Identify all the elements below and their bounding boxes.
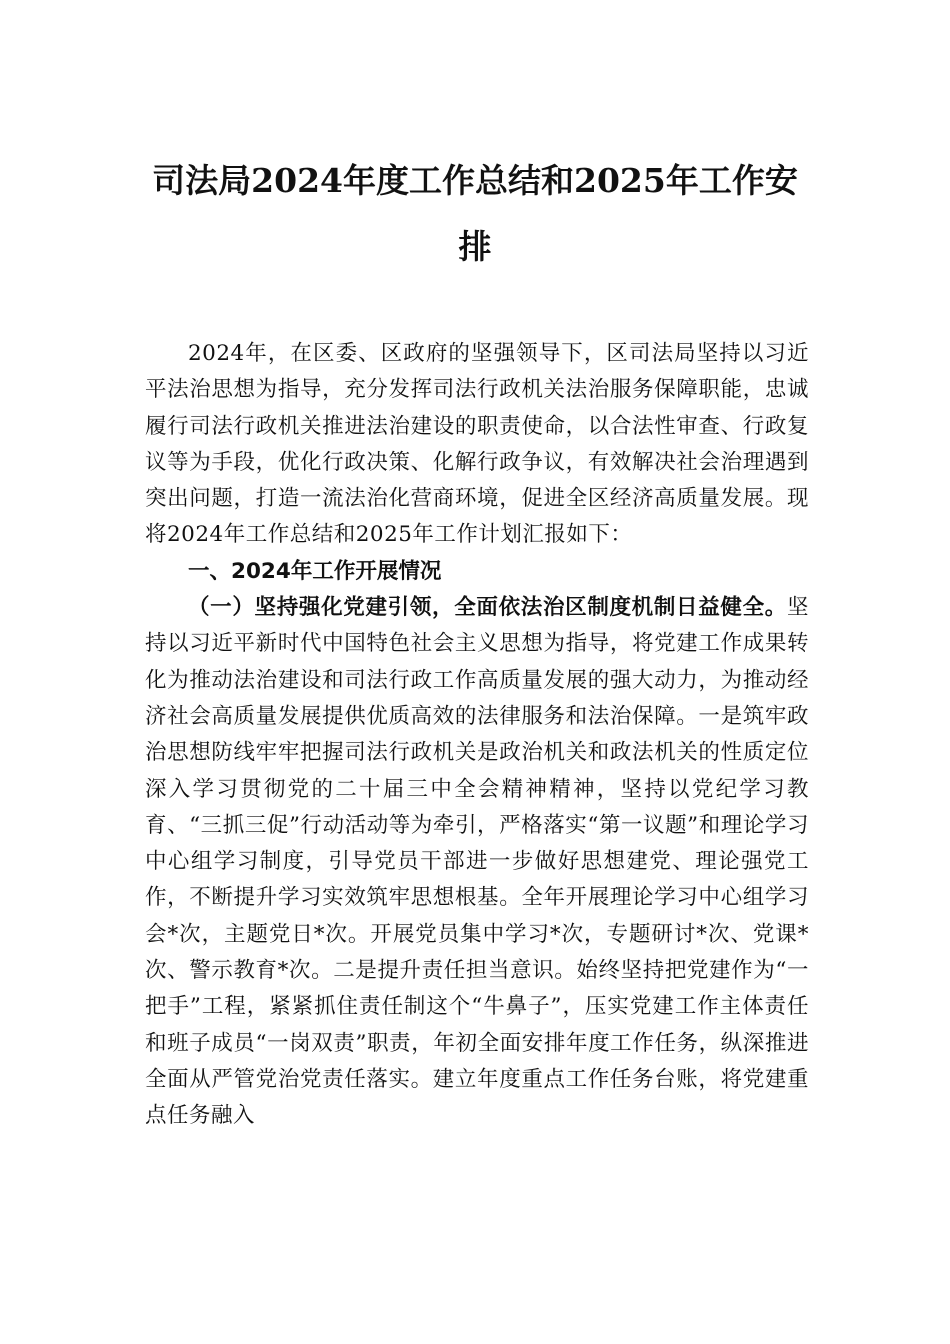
intro-paragraph: 2024年，在区委、区政府的坚强领导下，区司法局坚持以习近平法治思想为指导，充分发挥司法行政机关法治服务保障职能，忠诚履行司法行政机关推进法治建设的职责使命，以合法性审查、行政复议等为手段，优化行政决策、化解行政争议，有效解决社会治理遇到突出问题，打造一流法治化营商环境，促进全区经济高质量发展。现将2024年工作总结和2025年工作计划汇报如下：	[145, 341, 809, 548]
section-heading-1: 一、2024年工作开展情况	[188, 558, 442, 584]
subsection-paragraph-1	[145, 590, 809, 1134]
subsection-body-1: 坚持以习近平新时代中国特色社会主义思想为指导，将党建工作成果转化为推动法治建设和司法行政工作高质量发展的强大动力，为推动经济社会高质量发展提供优质高效的法律服务和法治保障。一是筑牢政治思想防线牢牢把握司法行政机关是政治机关和政法机关的性质定位深入学习贯彻党的二十届三中全会精神精神，坚持以党纪学习教育、“三抓三促”行动活动等为牵引，严格落实“第一议题”和理论学习中心组学习制度，引导党员干部进一步做好思想建党、理论强党工作，不断提升学习实效筑牢思想根基。全年开展理论学习中心组学习会*次，主题党日*次。开展党员集中学习*次，专题研讨*次、党课*次、警示教育*次。二是提升责任担当意识。始终坚持把党建作为“一把手”工程，紧紧抓住责任制这个“牛鼻子”，压实党建工作主体责任和班子成员“一岗双责”职责，年初全面安排年度工作任务，纵深推进全面从严管党治党责任落实。建立年度重点工作任务台账，将党建重点任务融入	[145, 595, 809, 1129]
document-title: 司法局2024年度工作总结和2025年工作安排	[152, 161, 798, 266]
document-body	[145, 336, 809, 1135]
subsection-heading-1: （一）坚持强化党建引领，全面依法治区制度机制日益健全。	[188, 595, 787, 621]
